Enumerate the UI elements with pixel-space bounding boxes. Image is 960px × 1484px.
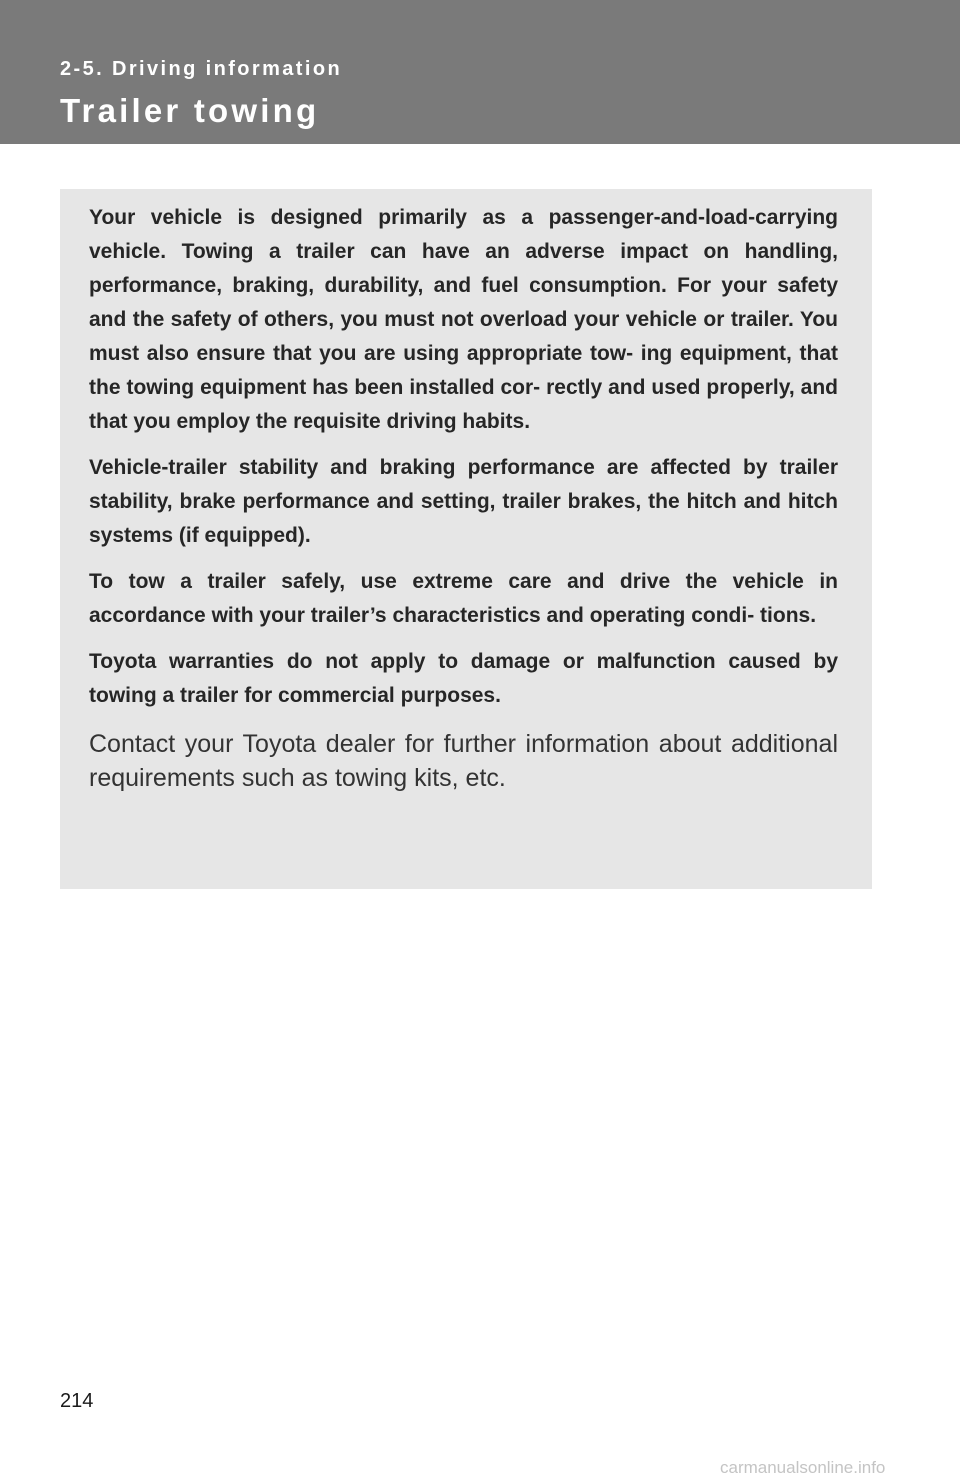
- content-box: [60, 189, 872, 889]
- page-number: 214: [60, 1390, 94, 1412]
- paragraph-warranty: Toyota warranties do not apply to damage or malfunction caused by towing a trailer for commercial purposes.: [89, 650, 838, 707]
- paragraph-contact-dealer: Contact your Toyota dealer for further information about additional requirements such as towing kits, etc.: [89, 730, 838, 792]
- watermark: carmanualsonline.info: [720, 1458, 886, 1477]
- section-label: 2-5. Driving information: [60, 58, 343, 80]
- paragraph-design-notice: Your vehicle is designed primarily as a passenger-and-load-carrying vehicle. Towing a trailer can have an adverse impact on handling, performance, braking, durability, and fuel consumption. For your safety and the safety of others, you must not overload your vehicle or trailer. You must also ensure that you are using appropriate tow- ing equipment, that the towing equipment has been installed cor- rectly and used properly, and that you employ the requisite driving habits.: [89, 206, 838, 433]
- paragraph-stability: Vehicle-trailer stability and braking performance are affected by trailer stability, brake performance and setting, trailer brakes, the hitch and hitch systems (if equipped).: [89, 456, 838, 547]
- page-title: Trailer towing: [60, 92, 320, 129]
- paragraph-tow-safely: To tow a trailer safely, use extreme care and drive the vehicle in accordance with your trailer’s characteristics and operating condi- tions.: [89, 570, 838, 627]
- header-band: [0, 0, 960, 144]
